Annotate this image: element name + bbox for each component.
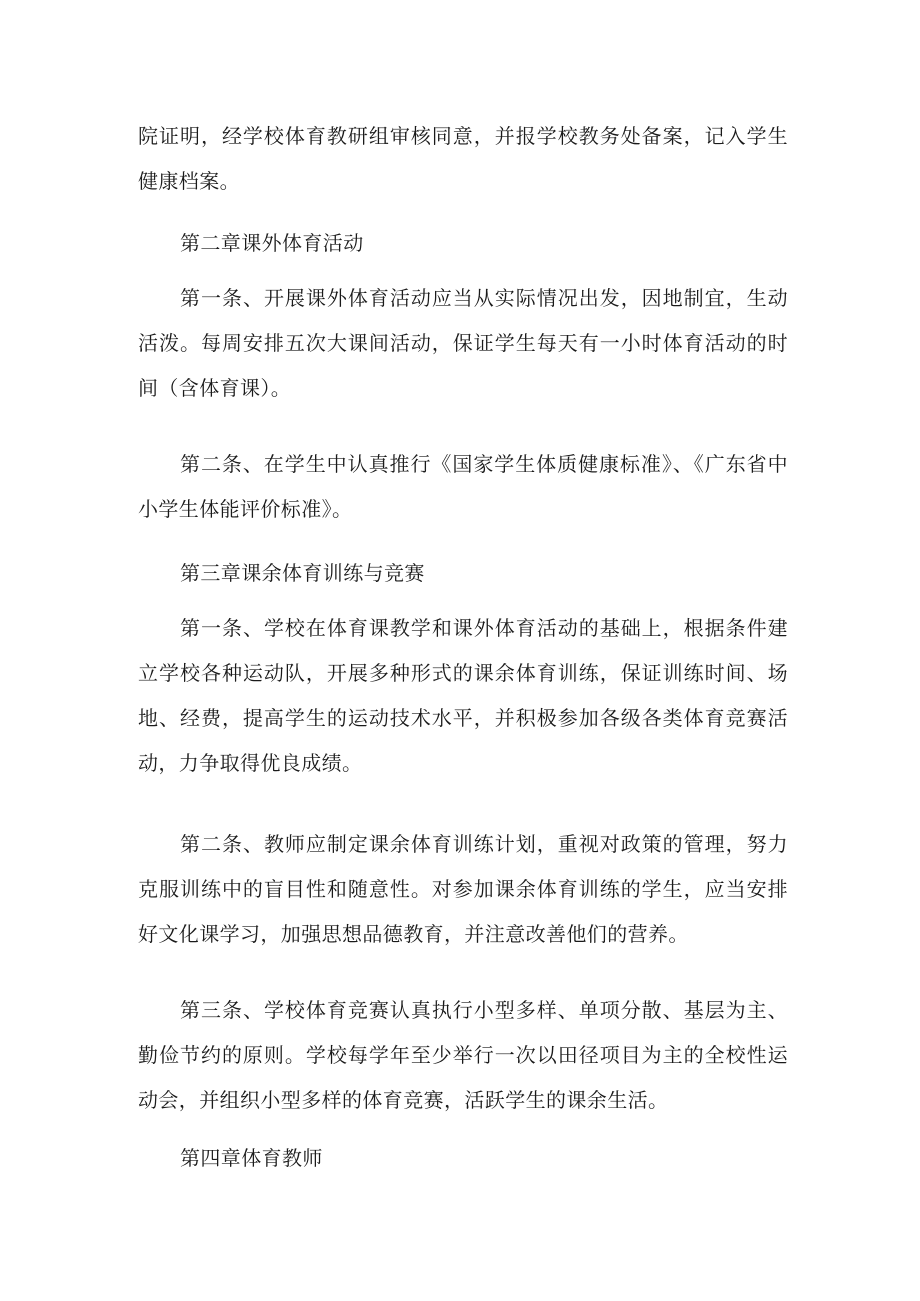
chapter-3-article-2: 第二条、教师应制定课余体育训练计划，重视对政策的管理，努力克服训练中的盲目性和随意性。对参加课余体育训练的学生，应当安排好文化课学习，加强思想品德教育，并注意改善他们的营养。: [138, 832, 788, 946]
chapter-4-heading: 第四章体育教师: [180, 1146, 323, 1170]
chapter-2-article-2: 第二条、在学生中认真推行《国家学生体质健康标准》、《广东省中小学生体能评价标准》。: [138, 452, 788, 521]
chapter-3-heading: 第三章课余体育训练与竞赛: [180, 561, 425, 585]
chapter-3-article-1: 第一条、学校在体育课教学和课外体育活动的基础上，根据条件建立学校各种运动队，开展多种形式的课余体育训练，保证训练时间、场地、经费，提高学生的运动技术水平，并积极参加各级各类体育竞赛活动，力争取得优良成绩。: [138, 616, 788, 775]
chapter-3-article-3: 第三条、学校体育竞赛认真执行小型多样、单项分散、基层为主、勤俭节约的原则。学校每学年至少举行一次以田径项目为主的全校性运动会，并组织小型多样的体育竞赛，活跃学生的课余生活。: [138, 998, 788, 1112]
chapter-2-article-1: 第一条、开展课外体育活动应当从实际情况出发，因地制宜，生动活泼。每周安排五次大课间活动，保证学生每天有一小时体育活动的时间（含体育课）。: [138, 286, 788, 400]
paragraph-continued: 院证明，经学校体育教研组审核同意，并报学校教务处备案，记入学生健康档案。: [138, 124, 788, 193]
chapter-2-heading: 第二章课外体育活动: [180, 231, 364, 255]
